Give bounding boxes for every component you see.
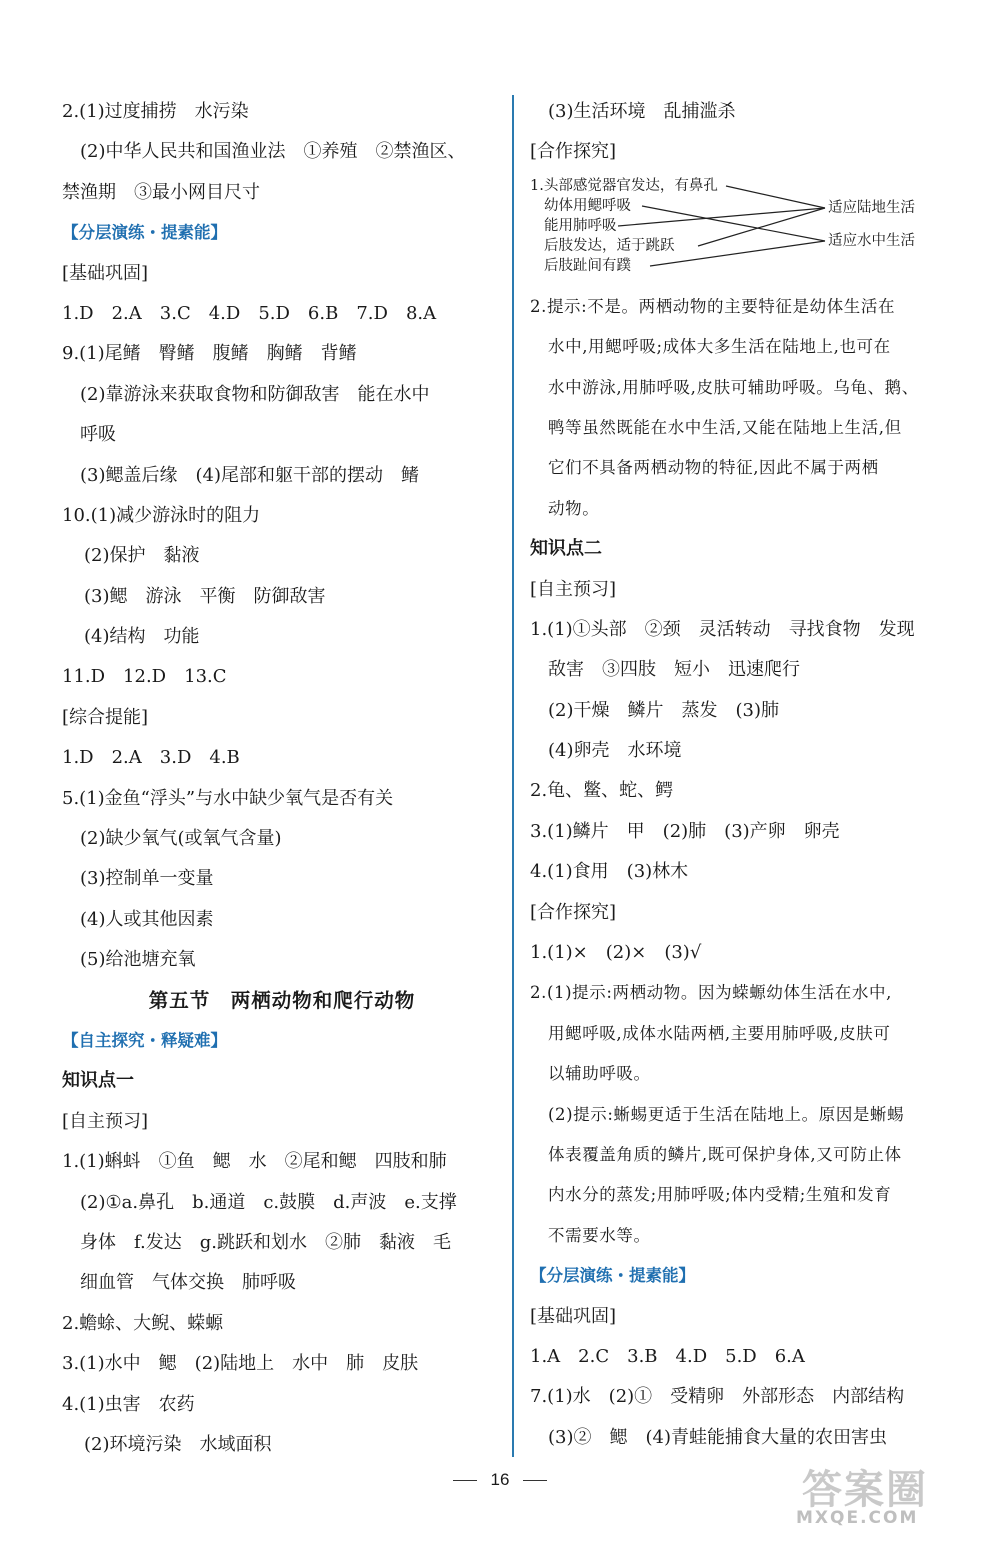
left-column (62, 92, 502, 1465)
watermark-logo (792, 1456, 982, 1536)
footer-dash (453, 1480, 477, 1481)
matching-diagram (530, 177, 970, 287)
answer-line: 它们不具备两栖动物的特征,因此不属于两栖 (548, 458, 879, 478)
subsection-label: [基础巩固] (530, 1305, 617, 1327)
answer-line: (2)环境污染 水域面积 (84, 1433, 272, 1455)
subsection-label: [合作探究] (530, 901, 617, 923)
answer-line: 2.(1)提示:两栖动物。因为蝾螈幼体生活在水中, (530, 983, 892, 1003)
column-divider (512, 95, 514, 1457)
answer-line: 以辅助呼吸。 (548, 1064, 651, 1084)
answer-line: (2)①a.鼻孔 b.通道 c.鼓膜 d.声波 e.支撑 (80, 1191, 457, 1213)
match-left-item: 后肢发达，适于跳跃 (544, 237, 675, 254)
answer-line: 11.D 12.D 13.C (62, 666, 227, 688)
answer-line: 1.A 2.C 3.B 4.D 5.D 6.A (530, 1345, 805, 1367)
answer-line: (2)干燥 鳞片 蒸发 (3)肺 (548, 699, 779, 721)
answer-line: (3)控制单一变量 (80, 868, 214, 890)
answer-line: 3.(1)水中 鳃 (2)陆地上 水中 肺 皮肤 (62, 1353, 419, 1375)
answer-line: (4)卵壳 水环境 (548, 740, 682, 762)
answer-line: 身体 f.发达 g.跳跃和划水 ②肺 黏液 毛 (80, 1231, 451, 1253)
answer-line: 10.(1)减少游泳时的阻力 (62, 504, 261, 526)
answer-line: 水中,用鳃呼吸;成体大多生活在陆地上,也可在 (548, 337, 891, 357)
knowledge-point-label: 知识点一 (62, 1070, 134, 1092)
answer-line: 1.(1)蝌蚪 ①鱼 鳃 水 ②尾和鳃 四肢和肺 (62, 1151, 447, 1173)
subsection-label: [自主预习] (530, 578, 617, 600)
answer-line: 水中游泳,用肺呼吸,皮肤可辅助呼吸。乌龟、鹅、 (548, 377, 919, 397)
answer-line: (2)保护 黏液 (84, 545, 200, 567)
page-number: 16 (490, 1470, 510, 1489)
answer-line: 4.(1)食用 (3)林木 (530, 861, 689, 883)
answer-line: 2.蟾蜍、大鲵、蝾螈 (62, 1312, 224, 1334)
answer-line: 7.(1)水 (2)① 受精卵 外部形态 内部结构 (530, 1386, 905, 1408)
chapter-title: 第五节 两栖动物和爬行动物 (148, 988, 416, 1012)
watermark-url: MXQE.COM (796, 1508, 919, 1528)
match-right-item: 适应水中生活 (828, 232, 915, 249)
answer-line: 禁渔期 ③最小网目尺寸 (62, 181, 260, 203)
answer-line: 2.(1)过度捕捞 水污染 (62, 101, 249, 122)
answer-line: (2)靠游泳来获取食物和防御敌害 能在水中 (80, 383, 430, 405)
answer-line: (3)② 鳃 (4)青蛙能捕食大量的农田害虫 (548, 1426, 887, 1448)
subsection-label: [自主预习] (62, 1110, 149, 1132)
answer-line: 动物。 (548, 498, 600, 518)
answer-line: 2.龟、鳖、蛇、鳄 (530, 780, 674, 802)
answer-line: 呼吸 (80, 424, 116, 446)
answer-line: 1.(1)①头部 ②颈 灵活转动 寻找食物 发现 (530, 618, 915, 640)
answer-line: 3.(1)鳞片 甲 (2)肺 (3)产卵 卵壳 (530, 820, 840, 842)
answer-line: 1.D 2.A 3.D 4.B (62, 747, 240, 769)
answer-line: 用鳃呼吸,成体水陆两栖,主要用肺呼吸,皮肤可 (548, 1023, 891, 1043)
match-right-item: 适应陆地生活 (828, 199, 915, 216)
match-left-item: 幼体用鳃呼吸 (544, 197, 631, 214)
answer-line: 9.(1)尾鳍 臀鳍 腹鳍 胸鳍 背鳍 (62, 343, 357, 365)
answer-line: (3)生活环境 乱捕滥杀 (548, 101, 736, 122)
answer-line: 内水分的蒸发;用肺呼吸;体内受精;生殖和发育 (548, 1185, 892, 1205)
answer-line: (3)鳃盖后缘 (4)尾部和躯干部的摆动 鳍 (80, 464, 419, 486)
subsection-label: [基础巩固] (62, 262, 149, 284)
answer-line: 鸭等虽然既能在水中生活,又能在陆地上生活,但 (548, 417, 902, 437)
answer-line: (2)缺少氧气(或氧气含量) (80, 828, 282, 850)
answer-line: 体表覆盖角质的鳞片,既可保护身体,又可防止体 (548, 1144, 902, 1164)
footer-dash (523, 1480, 547, 1481)
match-left-item: 后肢趾间有蹼 (544, 257, 631, 274)
answer-line: (4)结构 功能 (84, 626, 200, 648)
match-left-item: 能用肺呼吸 (544, 217, 617, 234)
section-heading: 【自主探究・释疑难】 (62, 1030, 227, 1050)
answer-line: 2.提示:不是。两栖动物的主要特征是幼体生活在 (530, 296, 896, 316)
answer-line: 5.(1)金鱼“浮头”与水中缺少氧气是否有关 (62, 787, 394, 809)
answer-line: 4.(1)虫害 农药 (62, 1393, 195, 1415)
section-heading: 【分层演练・提素能】 (530, 1266, 695, 1286)
section-heading: 【分层演练・提素能】 (62, 223, 227, 243)
answer-line: 不需要水等。 (548, 1225, 651, 1245)
subsection-label: [合作探究] (530, 141, 617, 163)
subsection-label: [综合提能] (62, 706, 149, 728)
answer-line: 敌害 ③四肢 短小 迅速爬行 (548, 659, 800, 681)
watermark-text: 答案圈 (802, 1467, 928, 1513)
answer-line: (4)人或其他因素 (80, 908, 214, 930)
answer-line: (3)鳃 游泳 平衡 防御敌害 (84, 585, 326, 607)
answer-line: (2)提示:蜥蜴更适于生活在陆地上。原因是蜥蜴 (548, 1104, 905, 1124)
knowledge-point-label: 知识点二 (530, 538, 602, 560)
right-column (530, 92, 970, 1458)
match-left-item: 1.头部感觉器官发达，有鼻孔 (530, 177, 718, 194)
answer-line: (2)中华人民共和国渔业法 ①养殖 ②禁渔区、 (80, 141, 466, 163)
answer-line: (5)给池塘充氧 (80, 949, 196, 971)
answer-line: 1.D 2.A 3.C 4.D 5.D 6.B 7.D 8.A (62, 302, 437, 324)
answer-line: 细血管 气体交换 肺呼吸 (80, 1272, 296, 1294)
answer-line: 1.(1)× (2)× (3)√ (530, 942, 702, 964)
